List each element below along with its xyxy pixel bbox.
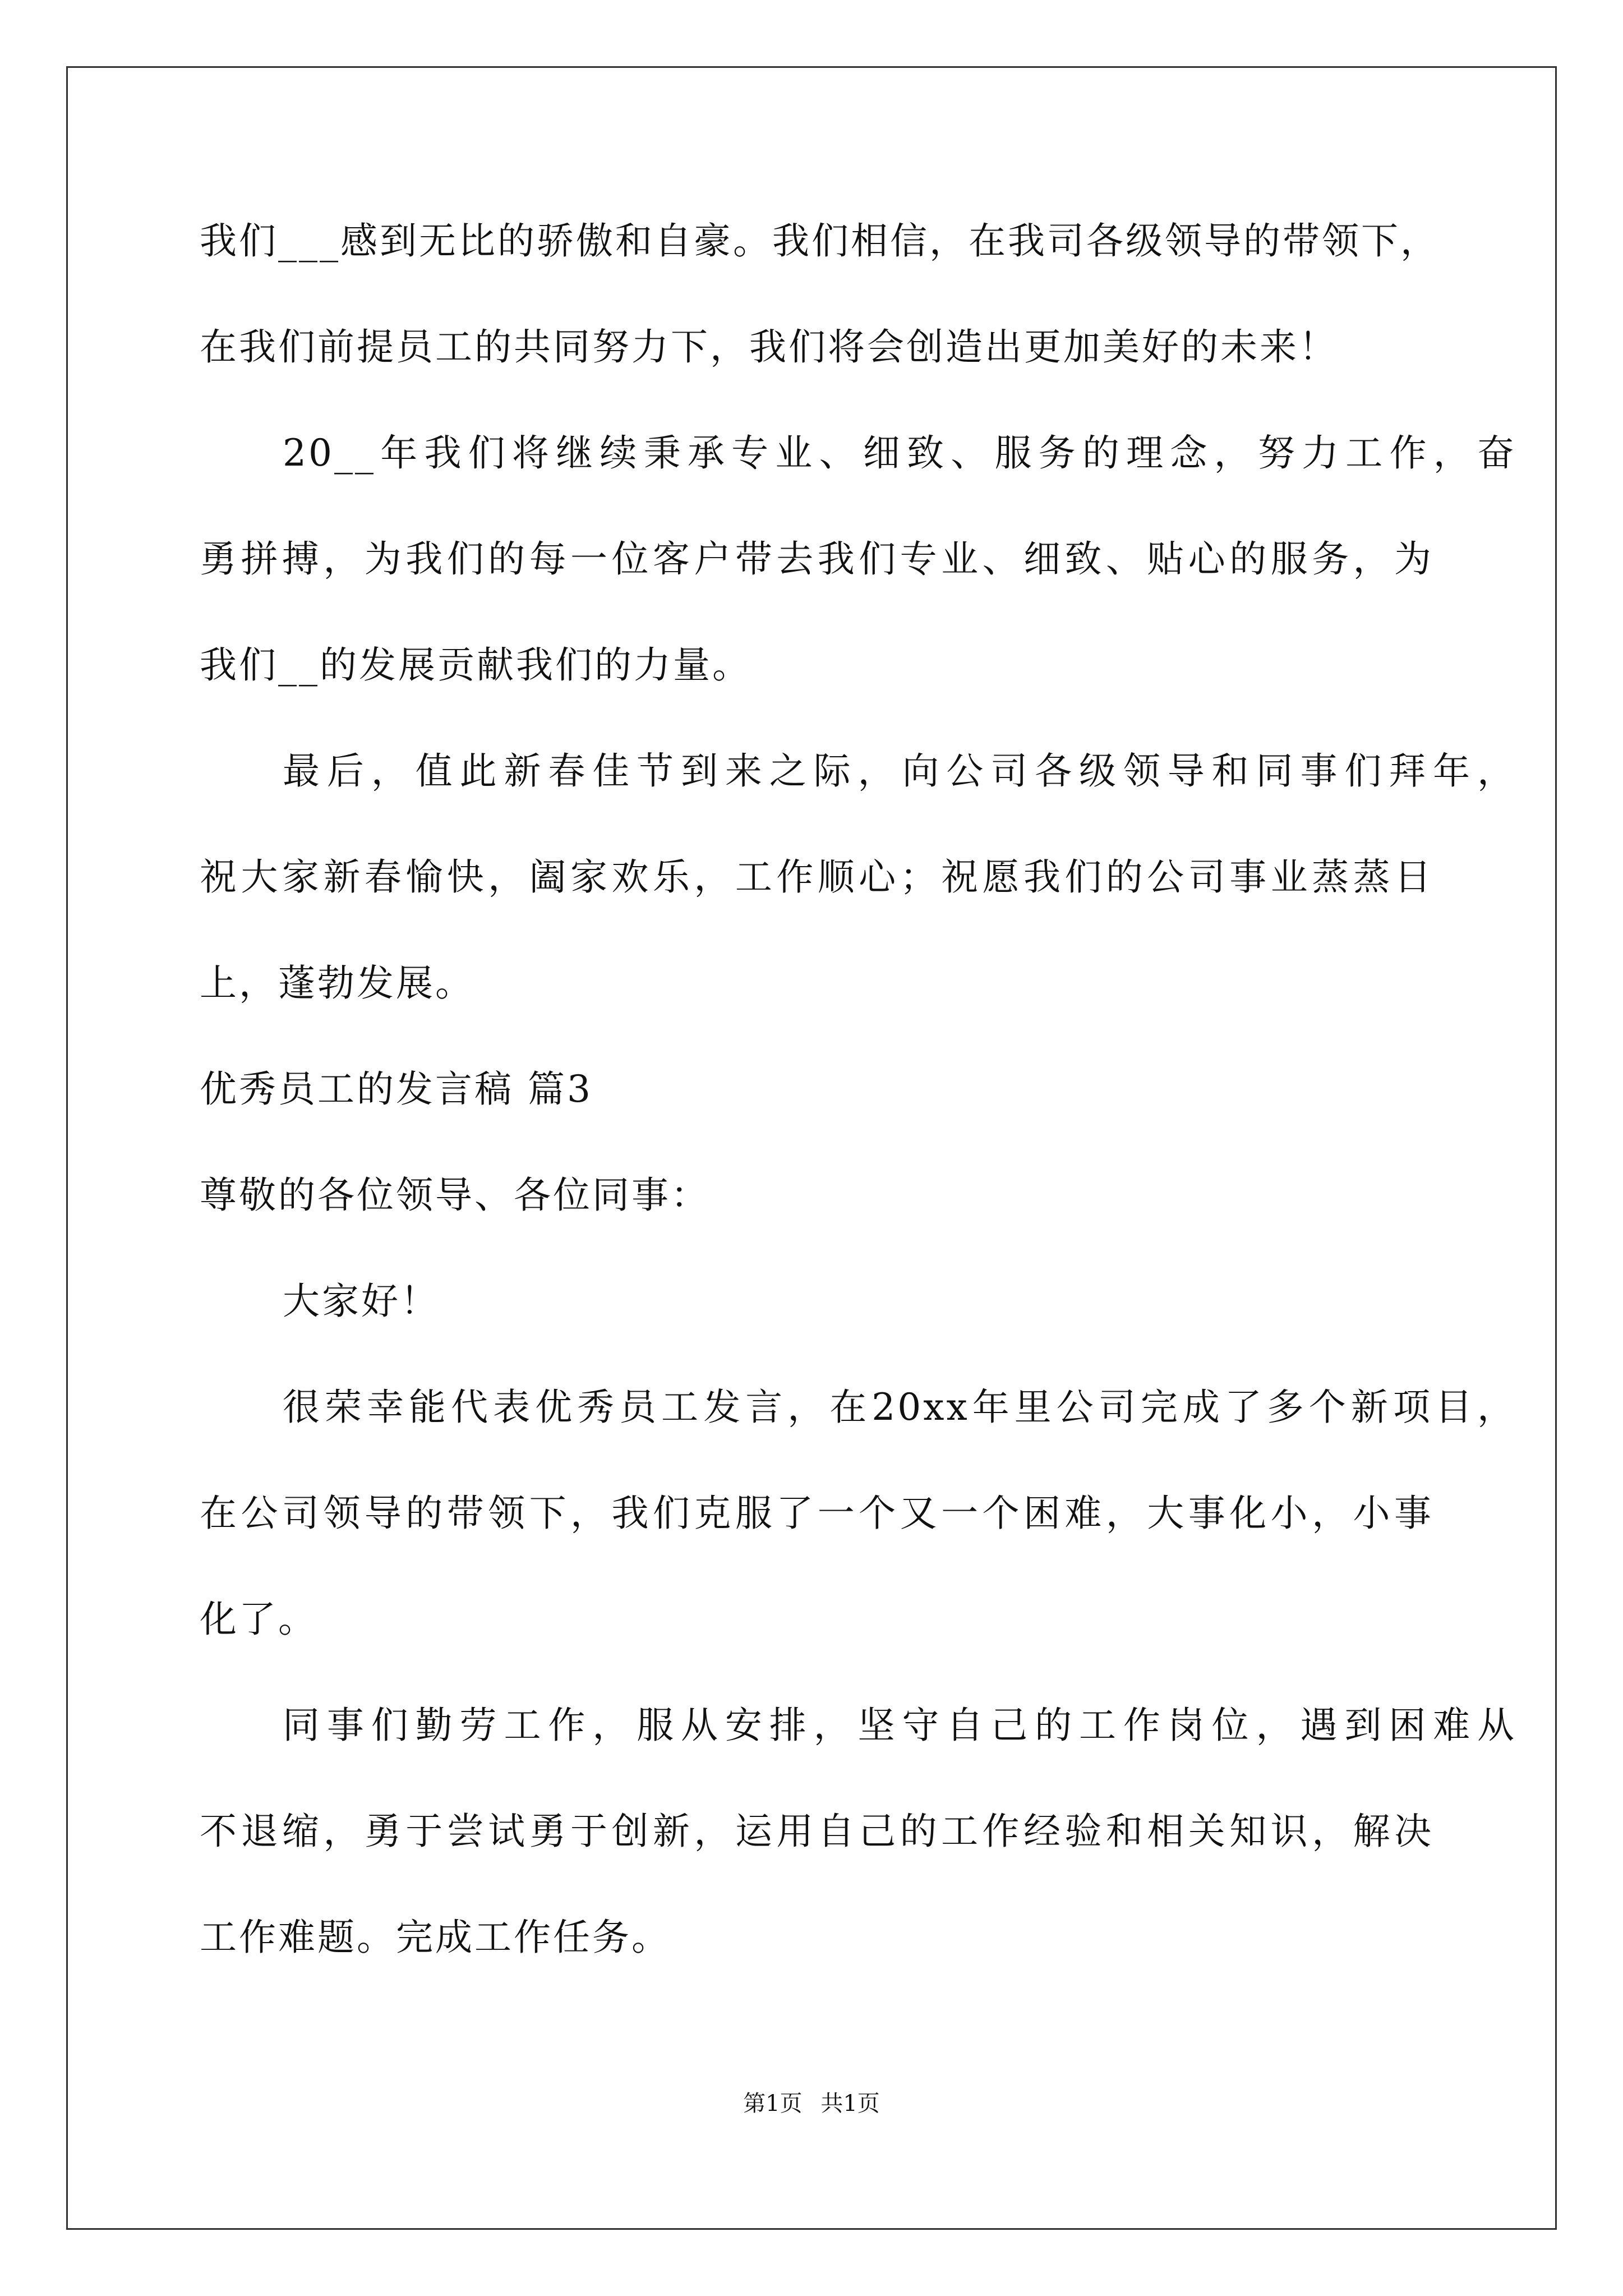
section-heading: 优秀员工的发言稿 篇3	[200, 1068, 593, 1111]
text-line: 勇拼搏，为我们的每一位客户带去我们专业、细致、贴心的服务，为	[200, 537, 1433, 581]
text-line: 很荣幸能代表优秀员工发言，在20xx年里公司完成了多个新项目，	[283, 1386, 1516, 1429]
greeting: 大家好！	[283, 1280, 440, 1323]
text-line: 我们___感到无比的骄傲和自豪。我们相信，在我司各级领导的带领下，	[200, 219, 1440, 263]
text-line: 同事们勤劳工作，服从安排，坚守自己的工作岗位，遇到困难从	[283, 1704, 1516, 1747]
page-footer	[0, 2087, 1623, 2120]
page-number-current: 第1页	[743, 2091, 803, 2116]
text-line: 在我们前提员工的共同努力下，我们将会创造出更加美好的未来！	[200, 325, 1338, 369]
text-line: 工作难题。完成工作任务。	[200, 1916, 671, 1959]
text-line: 上，蓬勃发展。	[200, 961, 474, 1005]
text-line: 我们__的发展贡献我们的力量。	[200, 643, 751, 687]
text-line: 祝大家新春愉快，阖家欢乐，工作顺心；祝愿我们的公司事业蒸蒸日	[200, 855, 1433, 899]
text-line: 最后，值此新春佳节到来之际，向公司各级领导和同事们拜年，	[283, 749, 1516, 793]
document-body	[200, 188, 1516, 1990]
salutation: 尊敬的各位领导、各位同事：	[200, 1174, 710, 1217]
text-line: 不退缩，勇于尝试勇于创新，运用自己的工作经验和相关知识，解决	[200, 1810, 1433, 1853]
page-number-total: 共1页	[820, 2091, 880, 2116]
text-line: 20__年我们将继续秉承专业、细致、服务的理念，努力工作，奋	[283, 431, 1516, 475]
text-line: 化了。	[200, 1598, 317, 1641]
text-line: 在公司领导的带领下，我们克服了一个又一个困难，大事化小，小事	[200, 1492, 1433, 1535]
